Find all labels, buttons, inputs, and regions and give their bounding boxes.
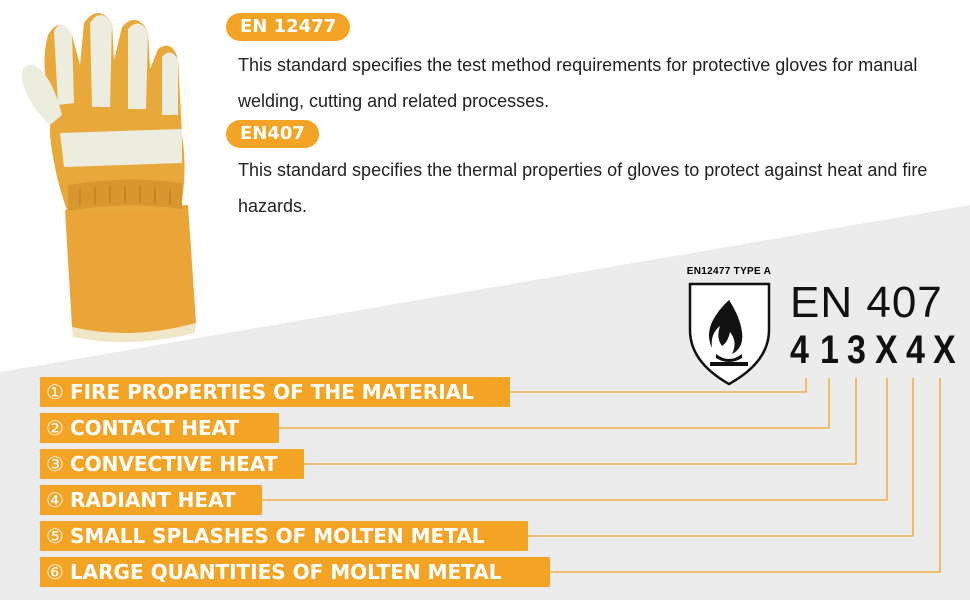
property-number-1: ① xyxy=(46,380,64,404)
rating-code-1: 4 xyxy=(790,328,809,372)
property-text-3: CONVECTIVE HEAT xyxy=(69,452,278,476)
rating-code-4: X xyxy=(875,328,898,372)
property-text-4: RADIANT HEAT xyxy=(69,488,236,512)
badge-en407: EN407 xyxy=(226,120,319,148)
property-number-3: ③ xyxy=(46,452,64,476)
rating-code-6: X xyxy=(933,328,956,372)
property-label-2 xyxy=(40,413,279,443)
rating-code-5: 4 xyxy=(906,328,925,372)
en407-description: This standard specifies the thermal properties of gloves to protect against heat and fire hazards. xyxy=(238,160,928,216)
en12477-description: This standard specifies the test method requirements for protective gloves for manual welding, cutting and related processes. xyxy=(238,55,918,111)
property-label-5 xyxy=(40,521,528,551)
property-text-2: CONTACT HEAT xyxy=(69,416,240,440)
welding-glove-image xyxy=(10,5,215,350)
property-text-5: SMALL SPLASHES OF MOLTEN METAL xyxy=(69,524,485,548)
certification-shield xyxy=(682,262,777,387)
property-text-1: FIRE PROPERTIES OF THE MATERIAL xyxy=(69,380,474,404)
shield-caption: EN12477 TYPE A xyxy=(686,266,772,277)
rating-code-2: 1 xyxy=(820,328,839,372)
badge-en12477: EN 12477 xyxy=(226,13,350,41)
property-label-3 xyxy=(40,449,304,479)
property-number-4: ④ xyxy=(46,488,64,512)
property-text-6: LARGE QUANTITIES OF MOLTEN METAL xyxy=(69,560,502,584)
property-number-2: ② xyxy=(46,416,64,440)
property-label-4 xyxy=(40,485,262,515)
property-label-1 xyxy=(40,377,510,407)
rating-code-3: 3 xyxy=(847,328,866,372)
property-number-5: ⑤ xyxy=(46,524,64,548)
rating-title: EN 407 xyxy=(790,278,943,327)
property-label-6 xyxy=(40,557,550,587)
property-number-6: ⑥ xyxy=(46,560,64,584)
